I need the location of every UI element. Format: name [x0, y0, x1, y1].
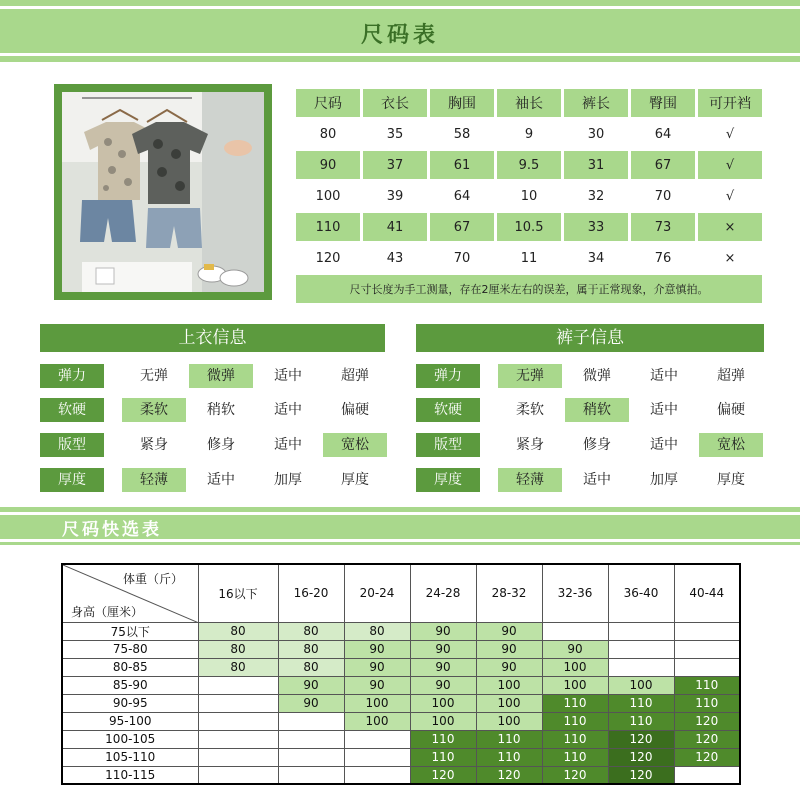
- size-recommendation-cell: 100: [344, 694, 410, 712]
- size-cell: ×: [698, 244, 762, 272]
- size-recommendation-cell: 90: [476, 640, 542, 658]
- size-table-header: [296, 89, 762, 117]
- size-cell: 9: [497, 120, 561, 148]
- info-row-label: 厚度: [416, 468, 480, 492]
- size-recommendation-cell: [608, 658, 674, 676]
- size-cell: 73: [631, 213, 695, 241]
- size-recommendation-cell: [198, 766, 278, 784]
- height-cell: 100-105: [62, 730, 198, 748]
- size-recommendation-cell: 100: [410, 712, 476, 730]
- info-option: 修身: [207, 437, 235, 453]
- size-recommendation-cell: 110: [674, 676, 740, 694]
- size-recommendation-cell: [278, 766, 344, 784]
- size-recommendation-cell: 120: [674, 712, 740, 730]
- info-option: 适中: [207, 472, 235, 488]
- info-option-selected: 微弹: [189, 364, 253, 388]
- size-recommendation-cell: 90: [410, 676, 476, 694]
- size-cell: 64: [430, 182, 494, 210]
- weight-header-cell: 40-44: [674, 564, 740, 622]
- size-cell: 67: [631, 151, 695, 179]
- size-cell: 70: [430, 244, 494, 272]
- product-photo: [54, 84, 272, 300]
- size-table: [293, 86, 765, 306]
- info-row: [40, 468, 387, 492]
- info-row-label: 软硬: [416, 398, 480, 422]
- info-row: [416, 364, 763, 388]
- size-recommendation-cell: 120: [674, 748, 740, 766]
- size-row: [296, 182, 762, 210]
- size-recommendation-cell: 110: [542, 694, 608, 712]
- quick-row: [62, 748, 740, 766]
- size-cell: 30: [564, 120, 628, 148]
- size-recommendation-cell: 120: [608, 748, 674, 766]
- info-row: [40, 398, 387, 422]
- size-cell: 37: [363, 151, 427, 179]
- size-recommendation-cell: 100: [542, 676, 608, 694]
- size-cell: 43: [363, 244, 427, 272]
- size-recommendation-cell: 90: [278, 676, 344, 694]
- size-cell: 32: [564, 182, 628, 210]
- info-option-selected: 宽松: [699, 433, 763, 457]
- size-recommendation-cell: 80: [278, 622, 344, 640]
- size-cell: 70: [631, 182, 695, 210]
- height-cell: 95-100: [62, 712, 198, 730]
- size-cell: 35: [363, 120, 427, 148]
- header-cell: 袖长: [497, 89, 561, 117]
- size-cell: 100: [296, 182, 360, 210]
- quick-row: [62, 622, 740, 640]
- size-cell: √: [698, 182, 762, 210]
- quick-select-table: [61, 563, 741, 785]
- size-recommendation-cell: 100: [476, 694, 542, 712]
- info-row: [416, 398, 763, 422]
- size-recommendation-cell: 120: [608, 730, 674, 748]
- header-cell: 胸围: [430, 89, 494, 117]
- size-cell: 76: [631, 244, 695, 272]
- size-cell: 110: [296, 213, 360, 241]
- info-row-label: 厚度: [40, 468, 104, 492]
- size-recommendation-cell: 120: [608, 766, 674, 784]
- info-option: 偏硬: [341, 402, 369, 418]
- size-cell: 67: [430, 213, 494, 241]
- size-cell: 11: [497, 244, 561, 272]
- size-recommendation-cell: 110: [410, 748, 476, 766]
- top-info-title: 上衣信息: [40, 324, 385, 352]
- size-cell: 39: [363, 182, 427, 210]
- header-cell: 衣长: [363, 89, 427, 117]
- size-recommendation-cell: [198, 694, 278, 712]
- size-recommendation-cell: 100: [542, 658, 608, 676]
- height-cell: 80-85: [62, 658, 198, 676]
- size-cell: 34: [564, 244, 628, 272]
- info-option: 紧身: [516, 437, 544, 453]
- info-option: 适中: [650, 402, 678, 418]
- info-option: 适中: [274, 368, 302, 384]
- pants-info-title: 裤子信息: [416, 324, 764, 352]
- info-option-selected: 轻薄: [498, 468, 562, 492]
- weight-header-cell: 16-20: [278, 564, 344, 622]
- info-option: 无弹: [140, 368, 168, 384]
- info-row: [40, 364, 387, 388]
- size-recommendation-cell: [674, 640, 740, 658]
- info-option-selected: 轻薄: [122, 468, 186, 492]
- size-cell: 10: [497, 182, 561, 210]
- size-recommendation-cell: 80: [344, 622, 410, 640]
- size-note-row: [296, 275, 762, 303]
- info-option: 超弹: [341, 368, 369, 384]
- height-cell: 85-90: [62, 676, 198, 694]
- size-recommendation-cell: 120: [410, 766, 476, 784]
- info-row: [416, 433, 763, 457]
- size-recommendation-cell: [608, 622, 674, 640]
- weight-header-cell: 28-32: [476, 564, 542, 622]
- quick-row: [62, 676, 740, 694]
- size-cell: 33: [564, 213, 628, 241]
- size-recommendation-cell: 110: [608, 694, 674, 712]
- size-cell: 64: [631, 120, 695, 148]
- size-recommendation-cell: [608, 640, 674, 658]
- size-recommendation-cell: 110: [542, 748, 608, 766]
- header-cell: 尺码: [296, 89, 360, 117]
- size-row: [296, 244, 762, 272]
- size-recommendation-cell: 110: [674, 694, 740, 712]
- size-recommendation-cell: 100: [344, 712, 410, 730]
- size-cell: 120: [296, 244, 360, 272]
- size-cell: 80: [296, 120, 360, 148]
- quick-row: [62, 658, 740, 676]
- size-cell: 90: [296, 151, 360, 179]
- info-option: 加厚: [650, 472, 678, 488]
- info-option: 偏硬: [717, 402, 745, 418]
- info-option: 厚度: [341, 472, 369, 488]
- size-recommendation-cell: [278, 712, 344, 730]
- corner-weight-label: 体重（斤）: [123, 572, 184, 586]
- corner-height-label: 身高（厘米）: [71, 605, 144, 619]
- info-option: 厚度: [717, 472, 745, 488]
- info-row-label: 弹力: [40, 364, 104, 388]
- info-option-selected: 柔软: [122, 398, 186, 422]
- weight-header-cell: 16以下: [198, 564, 278, 622]
- size-cell: 41: [363, 213, 427, 241]
- size-recommendation-cell: 80: [198, 622, 278, 640]
- size-recommendation-cell: 120: [542, 766, 608, 784]
- size-recommendation-cell: [344, 730, 410, 748]
- info-option: 稍软: [207, 402, 235, 418]
- info-option: 柔软: [516, 402, 544, 418]
- size-recommendation-cell: 110: [542, 730, 608, 748]
- info-option: 修身: [583, 437, 611, 453]
- size-cell: √: [698, 151, 762, 179]
- size-recommendation-cell: [674, 766, 740, 784]
- size-row: [296, 213, 762, 241]
- page-title: 尺码表: [360, 23, 439, 48]
- size-recommendation-cell: 120: [476, 766, 542, 784]
- size-recommendation-cell: 100: [476, 712, 542, 730]
- size-recommendation-cell: 80: [278, 640, 344, 658]
- size-recommendation-cell: 80: [198, 640, 278, 658]
- info-row-label: 软硬: [40, 398, 104, 422]
- size-recommendation-cell: 90: [410, 658, 476, 676]
- weight-header-cell: 32-36: [542, 564, 608, 622]
- info-option: 紧身: [140, 437, 168, 453]
- info-option: 适中: [274, 437, 302, 453]
- size-row: [296, 151, 762, 179]
- size-recommendation-cell: 90: [410, 640, 476, 658]
- quick-header-row: [62, 564, 740, 622]
- info-option-selected: 无弹: [498, 364, 562, 388]
- info-row-label: 版型: [416, 433, 480, 457]
- size-recommendation-cell: 90: [542, 640, 608, 658]
- size-recommendation-cell: 90: [476, 622, 542, 640]
- size-cell: 31: [564, 151, 628, 179]
- weight-header-cell: 36-40: [608, 564, 674, 622]
- weight-header-cell: 20-24: [344, 564, 410, 622]
- size-recommendation-cell: [198, 712, 278, 730]
- header-cell: 裤长: [564, 89, 628, 117]
- height-cell: 105-110: [62, 748, 198, 766]
- height-cell: 75-80: [62, 640, 198, 658]
- info-option: 适中: [583, 472, 611, 488]
- info-row-label: 弹力: [416, 364, 480, 388]
- size-recommendation-cell: 110: [542, 712, 608, 730]
- info-option: 超弹: [717, 368, 745, 384]
- size-recommendation-cell: 110: [410, 730, 476, 748]
- size-recommendation-cell: 110: [608, 712, 674, 730]
- size-note: 尺寸长度为手工测量，存在2厘米左右的误差，属于正常现象，介意慎拍。: [296, 275, 762, 303]
- size-recommendation-cell: [674, 622, 740, 640]
- size-recommendation-cell: [542, 622, 608, 640]
- size-recommendation-cell: 100: [476, 676, 542, 694]
- size-recommendation-cell: [344, 766, 410, 784]
- size-cell: ×: [698, 213, 762, 241]
- size-recommendation-cell: [674, 658, 740, 676]
- quick-row: [62, 766, 740, 784]
- size-recommendation-cell: [198, 676, 278, 694]
- size-recommendation-cell: 90: [278, 694, 344, 712]
- size-recommendation-cell: [344, 748, 410, 766]
- header-cell: 臀围: [631, 89, 695, 117]
- size-recommendation-cell: 110: [476, 730, 542, 748]
- size-recommendation-cell: 110: [476, 748, 542, 766]
- header-cell: 可开裆: [698, 89, 762, 117]
- size-recommendation-cell: 90: [476, 658, 542, 676]
- info-option: 加厚: [274, 472, 302, 488]
- height-cell: 75以下: [62, 622, 198, 640]
- size-cell: 9.5: [497, 151, 561, 179]
- size-recommendation-cell: [198, 748, 278, 766]
- info-option-selected: 稍软: [565, 398, 629, 422]
- size-cell: 61: [430, 151, 494, 179]
- size-cell: 10.5: [497, 213, 561, 241]
- size-cell: √: [698, 120, 762, 148]
- size-recommendation-cell: 100: [410, 694, 476, 712]
- quick-row: [62, 640, 740, 658]
- height-cell: 110-115: [62, 766, 198, 784]
- size-row: [296, 120, 762, 148]
- info-row-label: 版型: [40, 433, 104, 457]
- size-recommendation-cell: [198, 730, 278, 748]
- size-recommendation-cell: [278, 730, 344, 748]
- info-row: [416, 468, 763, 492]
- info-option: 适中: [274, 402, 302, 418]
- height-cell: 90-95: [62, 694, 198, 712]
- size-recommendation-cell: 90: [344, 658, 410, 676]
- size-recommendation-cell: 80: [198, 658, 278, 676]
- info-row: [40, 433, 387, 457]
- size-recommendation-cell: 90: [344, 676, 410, 694]
- quick-row: [62, 694, 740, 712]
- quick-row: [62, 712, 740, 730]
- quick-select-title: 尺码快选表: [62, 520, 162, 540]
- weight-header-cell: 24-28: [410, 564, 476, 622]
- size-recommendation-cell: [278, 748, 344, 766]
- info-option-selected: 宽松: [323, 433, 387, 457]
- size-recommendation-cell: 120: [674, 730, 740, 748]
- header-banner: [0, 0, 800, 62]
- size-recommendation-cell: 80: [278, 658, 344, 676]
- size-recommendation-cell: 90: [344, 640, 410, 658]
- info-option: 适中: [650, 437, 678, 453]
- info-option: 微弹: [583, 368, 611, 384]
- quick-row: [62, 730, 740, 748]
- size-recommendation-cell: 100: [608, 676, 674, 694]
- size-cell: 58: [430, 120, 494, 148]
- size-recommendation-cell: 90: [410, 622, 476, 640]
- info-option: 适中: [650, 368, 678, 384]
- quick-corner-cell: [62, 564, 198, 622]
